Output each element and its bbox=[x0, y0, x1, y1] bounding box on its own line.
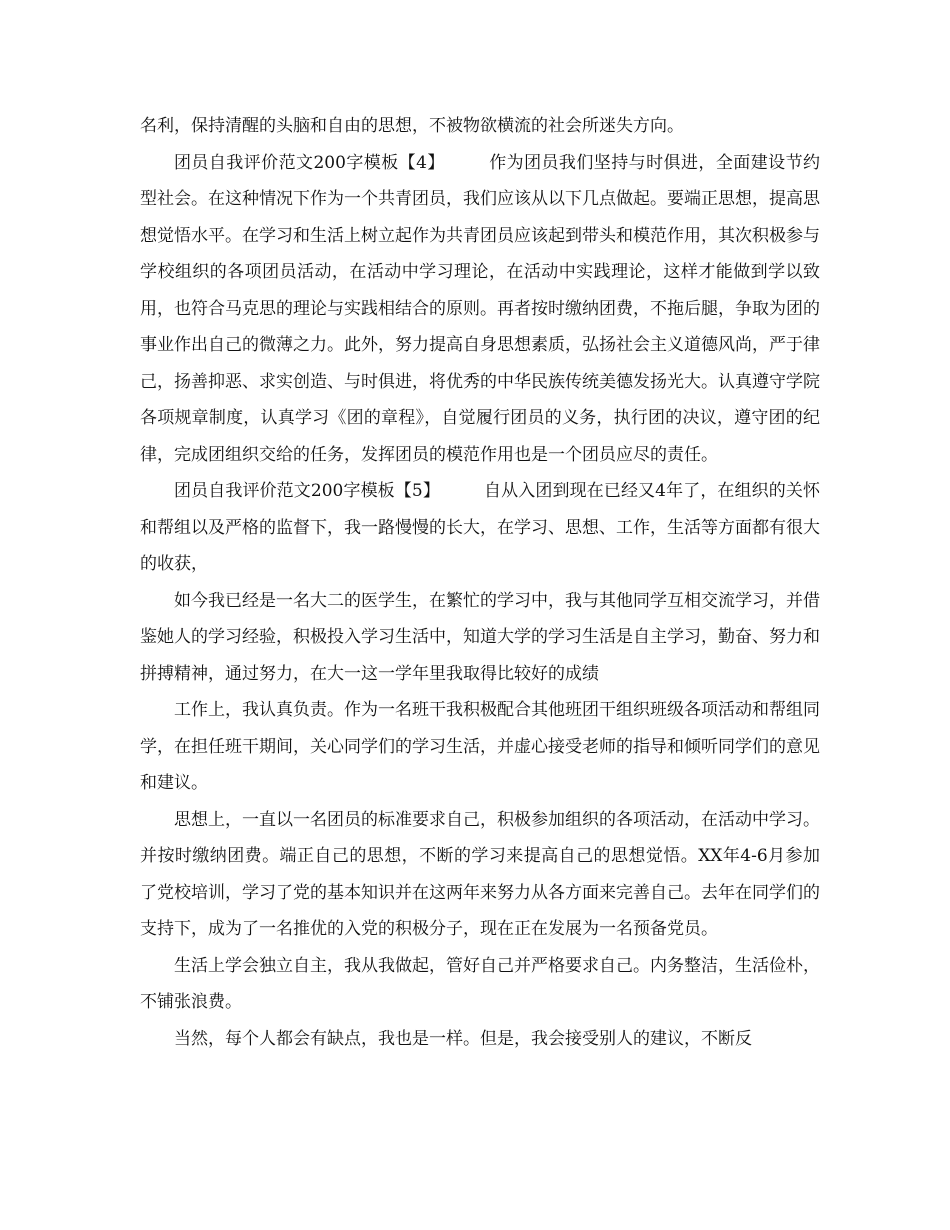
paragraph-3 bbox=[140, 473, 820, 583]
paragraph-1: 名利，保持清醒的头脑和自由的思想，不被物欲横流的社会所迷失方向。 bbox=[140, 116, 684, 136]
paragraph-5: 工作上，我认真负责。作为一名班干我积极配合其他班团干组织班级各项活动和帮组同学，在担任班干期间，关心同学们的学习生活，并虚心接受老师的指导和倾听同学们的意见和建议。 bbox=[140, 700, 820, 793]
section-heading-4: 团员自我评价范文200字模板【4】 bbox=[174, 152, 445, 173]
paragraph-2 bbox=[140, 145, 820, 474]
paragraph-3-body: 自从入团到现在已经又4年了，在组织的关怀和帮组以及严格的监督下，我一路慢慢的长大，在学习、思想、工作，生活等方面都有很大的收获， bbox=[140, 481, 820, 574]
paragraph-7: 生活上学会独立自主，我从我做起，管好自己并严格要求自己。内务整洁，生活俭朴，不铺张浪费。 bbox=[140, 955, 820, 1012]
paragraph-2-body: 作为团员我们坚持与时俱进，全面建设节约型社会。在这种情况下作为一个共青团员，我们应该从以下几点做起。要端正思想，提高思想觉悟水平。在学习和生活上树立起作为共青团员应该起到带头和模范作用，其次积极参与学校组织的各项团员活动，在活动中学习理论，在活动中实践理论，这样才能做到学以致用，也符合马克思的理论与实践相结合的原则。再者按时缴纳团费，不拖后腿，争取为团的事业作出自己的微薄之力。此外，努力提高自身思想素质，弘扬社会主义道德风尚，严于律己，扬善抑恶、求实创造、与时俱进，将优秀的中华民族传统美德发扬光大。认真遵守学院各项规章制度，认真学习《团的章程》，自觉履行团员的义务，执行团的决议，遵守团的纪律，完成团组织交给的任务，发挥团员的模范作用也是一个团员应尽的责任。 bbox=[140, 152, 820, 465]
section-heading-5: 团员自我评价范文200字模板【5】 bbox=[174, 481, 440, 501]
paragraph-4: 如今我已经是一名大二的医学生，在繁忙的学习中，我与其他同学互相交流学习，并借鉴她人的学习经验，积极投入学习生活中，知道大学的学习生活是自主学习，勤奋、努力和拼搏精神，通过努力，在大一这一学年里我取得比较好的成绩 bbox=[140, 590, 820, 684]
document-page bbox=[140, 108, 820, 1057]
paragraph-8: 当然，每个人都会有缺点，我也是一样。但是，我会接受别人的建议，不断反 bbox=[174, 1028, 752, 1049]
paragraph-6: 思想上，一直以一名团员的标准要求自己，积极参加组织的各项活动，在活动中学习。并按时缴纳团费。端正自己的思想，不断的学习来提高自己的思想觉悟。XX年4-6月参加了党校培训，学习了党的基本知识并在这两年来努力从各方面来完善自己。去年在同学们的支持下，成为了一名推优的入党的积极分子，现在正在发展为一名预备党员。 bbox=[140, 809, 820, 939]
